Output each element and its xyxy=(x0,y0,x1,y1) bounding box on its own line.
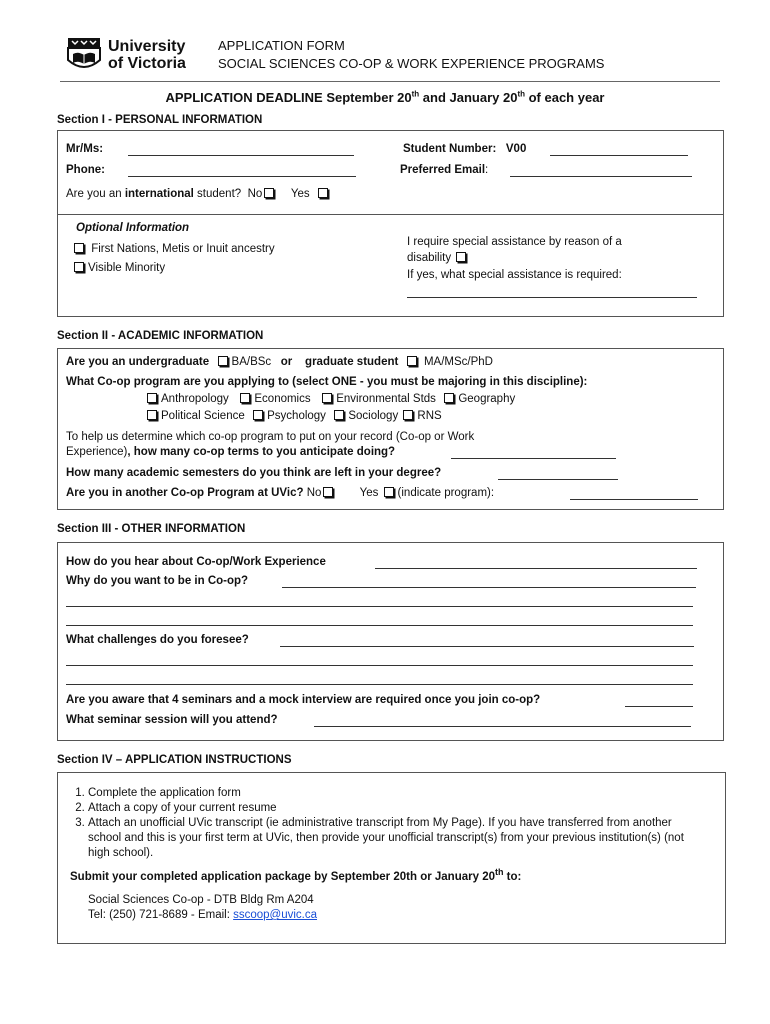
first-nations-option xyxy=(72,243,275,255)
program-checkbox[interactable] xyxy=(147,410,157,420)
another-yes-checkbox[interactable] xyxy=(384,487,394,497)
assistance-field[interactable] xyxy=(407,297,697,298)
program-checkbox[interactable] xyxy=(403,410,413,420)
intl-yes-checkbox[interactable] xyxy=(318,188,328,198)
mrms-label: Mr/Ms: xyxy=(66,143,104,155)
intl-no-label: No xyxy=(247,188,263,200)
student-number-label xyxy=(403,143,526,155)
hear-question: How do you hear about Co-op/Work Experience xyxy=(66,556,326,568)
deadline-sup-2: th xyxy=(517,89,525,99)
graduate-label: graduate student xyxy=(305,356,399,368)
seminar-question: What seminar session will you attend? xyxy=(66,714,278,726)
terms-line2-bold: , how many co-op terms to you anticipate doing? xyxy=(127,446,396,458)
program-question: What Co-op program are you applying to (select ONE - you must be majoring in this discipline): xyxy=(66,376,588,388)
assist-line1: I require special assistance by reason of a xyxy=(407,236,622,248)
why-field-3[interactable] xyxy=(66,625,693,626)
why-field-2[interactable] xyxy=(66,606,693,607)
visible-minority-label: Visible Minority xyxy=(88,262,166,274)
another-no-checkbox[interactable] xyxy=(323,487,333,497)
another-no-label: No xyxy=(306,487,322,499)
terms-line2-plain: Experience) xyxy=(66,446,128,458)
program-economics: Economics xyxy=(254,393,311,405)
another-coop-question xyxy=(66,487,494,499)
terms-line1: To help us determine which co-op program to put on your record (Co-op or Work xyxy=(66,431,475,443)
intl-q-bold: international xyxy=(124,188,194,200)
submit-instruction xyxy=(70,867,522,883)
program-sociology: Sociology xyxy=(348,410,399,422)
first-nations-checkbox[interactable] xyxy=(74,243,84,253)
student-number-label-text: Student Number: xyxy=(403,143,497,155)
terms-line2 xyxy=(66,446,395,458)
first-nations-label: First Nations, Metis or Inuit ancestry xyxy=(91,243,275,255)
logo-line1: University xyxy=(108,38,186,55)
program-rns: RNS xyxy=(417,410,442,422)
submit-text: Submit your completed application package by September 20th or January 20 xyxy=(70,871,495,883)
coop-terms-field[interactable] xyxy=(451,458,616,459)
email-label xyxy=(400,164,488,176)
why-question: Why do you want to be in Co-op? xyxy=(66,575,249,587)
disability-checkbox[interactable] xyxy=(456,252,466,262)
program-political-science: Political Science xyxy=(161,410,245,422)
programs-row1 xyxy=(145,393,515,405)
deadline-text-2: and January 20 xyxy=(419,90,518,105)
academic-info-box xyxy=(57,348,724,510)
assist-line3: If yes, what special assistance is required: xyxy=(407,269,622,281)
undergrad-question xyxy=(66,356,493,368)
contact-line xyxy=(88,909,317,921)
program-anthropology: Anthropology xyxy=(161,393,229,405)
semesters-field[interactable] xyxy=(498,479,618,480)
program-geography: Geography xyxy=(458,393,516,405)
aware-question: Are you aware that 4 seminars and a mock interview are required once you join co-op? xyxy=(66,694,541,706)
challenges-field-1[interactable] xyxy=(280,646,694,647)
ba-checkbox[interactable] xyxy=(218,356,228,366)
section1-title: Section I - PERSONAL INFORMATION xyxy=(57,114,263,126)
email-colon: : xyxy=(485,164,489,176)
deadline-text-3: of each year xyxy=(525,90,605,105)
email-field[interactable] xyxy=(510,176,692,177)
instruction-step: 1. Complete the application form xyxy=(88,786,706,801)
program-checkbox[interactable] xyxy=(322,393,332,403)
intl-no-checkbox[interactable] xyxy=(264,188,274,198)
student-number-field[interactable] xyxy=(550,155,688,156)
mrms-field[interactable] xyxy=(128,155,354,156)
program-psychology: Psychology xyxy=(267,410,326,422)
intl-yes-label: Yes xyxy=(290,188,310,200)
uvic-logo xyxy=(66,34,216,76)
other-program-field[interactable] xyxy=(570,499,698,500)
seminar-field[interactable] xyxy=(314,726,691,727)
submit-sup: th xyxy=(494,867,504,878)
logo-line2: of Victoria xyxy=(108,55,186,72)
assist-line2-text: disability xyxy=(407,252,452,264)
program-checkbox[interactable] xyxy=(334,410,344,420)
optional-title: Optional Information xyxy=(76,222,190,234)
aware-field[interactable] xyxy=(625,706,693,707)
section2-title: Section II - ACADEMIC INFORMATION xyxy=(57,330,264,342)
challenges-field-3[interactable] xyxy=(66,684,693,685)
visible-minority-checkbox[interactable] xyxy=(74,262,84,272)
program-checkbox[interactable] xyxy=(240,393,250,403)
phone-label: Phone: xyxy=(66,164,105,176)
another-yes-label: Yes xyxy=(359,487,379,499)
instruction-step: 2. Attach a copy of your current resume xyxy=(88,801,706,816)
program-checkbox[interactable] xyxy=(253,410,263,420)
instructions-list xyxy=(66,786,706,861)
program-checkbox[interactable] xyxy=(444,393,454,403)
header-divider xyxy=(60,81,720,82)
crest-icon xyxy=(66,36,102,74)
section3-title: Section III - OTHER INFORMATION xyxy=(57,523,246,535)
programs-row2 xyxy=(145,410,442,422)
indicate-label: (indicate program): xyxy=(397,487,495,499)
section4-title: Section IV – APPLICATION INSTRUCTIONS xyxy=(57,754,292,766)
form-title xyxy=(218,37,604,73)
or-label: or xyxy=(280,356,293,368)
another-q-text: Are you in another Co-op Program at UVic? xyxy=(66,487,304,499)
program-environmental: Environmental Stds xyxy=(336,393,436,405)
visible-minority-option xyxy=(72,262,165,274)
hear-field[interactable] xyxy=(375,568,697,569)
phone-field[interactable] xyxy=(128,176,356,177)
why-field-1[interactable] xyxy=(282,587,696,588)
personal-info-box xyxy=(57,130,724,215)
email-label-text: Preferred Email xyxy=(400,164,486,176)
contact-tel: Tel: (250) 721-8689 - Email: xyxy=(88,909,234,921)
office-address: Social Sciences Co-op - DTB Bldg Rm A204 xyxy=(88,894,314,906)
ba-label: BA/BSc xyxy=(231,356,272,368)
intl-q-pre: Are you an xyxy=(66,188,125,200)
undergrad-q-text: Are you an undergraduate xyxy=(66,356,210,368)
ma-label: MA/MSc/PhD xyxy=(423,356,493,368)
instructions-list-wrap xyxy=(66,786,706,861)
title-line1: APPLICATION FORM xyxy=(218,38,345,53)
program-checkbox[interactable] xyxy=(147,393,157,403)
contact-email-link[interactable]: sscoop@uvic.ca xyxy=(233,909,318,921)
deadline-sup-1: th xyxy=(411,89,420,99)
ma-checkbox[interactable] xyxy=(407,356,417,366)
title-line2: SOCIAL SCIENCES CO-OP & WORK EXPERIENCE PROGRAMS xyxy=(218,56,605,71)
semesters-question: How many academic semesters do you think are left in your degree? xyxy=(66,467,442,479)
challenges-field-2[interactable] xyxy=(66,665,693,666)
deadline-banner xyxy=(0,90,770,105)
instruction-step: 3. Attach an unofficial UVic transcript (ie administrative transcript from My Page). If you have transferred from another school and this is your first term at UVic, then provide your unofficial transcript(s) from your previous institution(s) (not high school). xyxy=(88,816,706,861)
submit-post: to: xyxy=(503,871,522,883)
challenges-question: What challenges do you foresee? xyxy=(66,634,249,646)
assist-line2 xyxy=(407,252,470,264)
intl-q-post: student? xyxy=(193,188,242,200)
student-number-prefix: V00 xyxy=(505,143,527,155)
international-question xyxy=(66,188,332,200)
deadline-text-1: APPLICATION DEADLINE September 20 xyxy=(165,90,412,105)
